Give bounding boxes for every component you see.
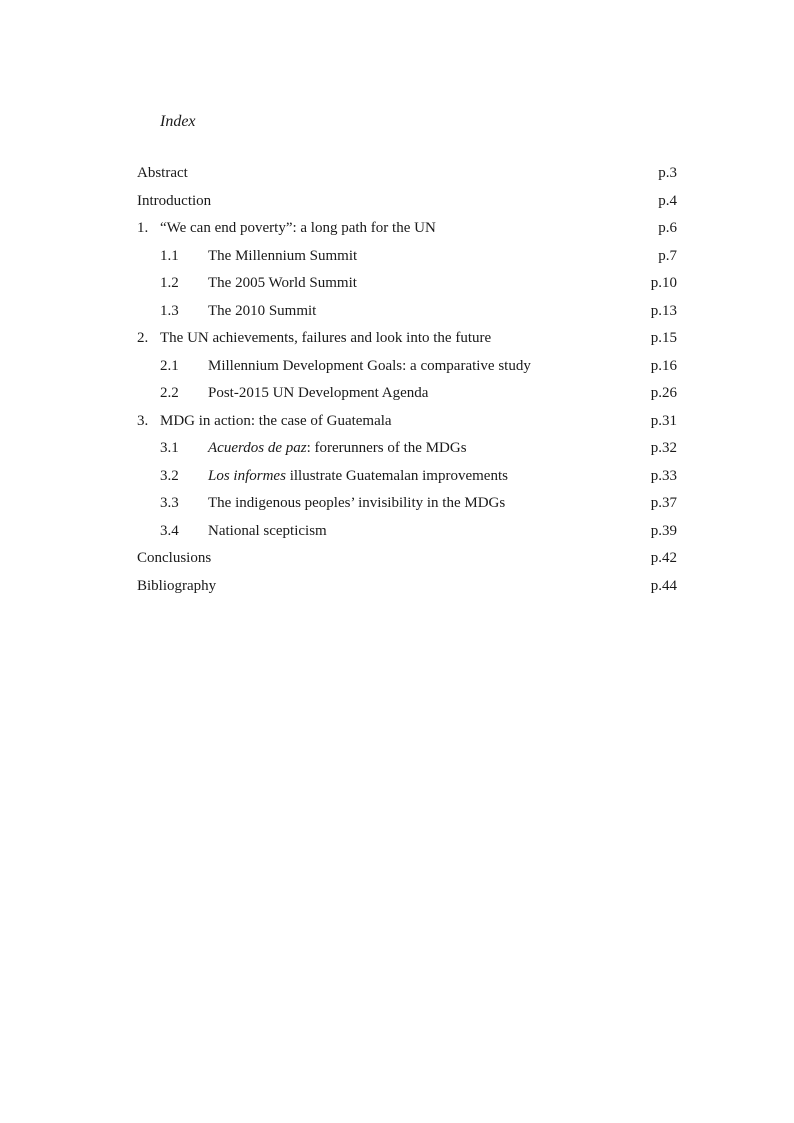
toc-entry-title: Bibliography (137, 577, 217, 594)
toc-entry (137, 521, 677, 549)
toc-entry (137, 438, 677, 466)
toc-entry (137, 576, 677, 604)
toc-entry-title: The UN achievements, failures and look into the future (160, 330, 492, 346)
toc-entry-page: p.4 (658, 192, 677, 209)
toc-entry (137, 246, 677, 274)
toc-entry-title: “We can end poverty”: a long path for the UN (160, 220, 436, 236)
toc-entry-title: MDG in action: the case of Guatemala (160, 412, 392, 429)
toc-entry-number: 3.4 (160, 522, 179, 539)
toc-entry-number: 1.1 (160, 247, 179, 264)
toc-entry (137, 273, 677, 301)
toc-entry-page: p.31 (650, 412, 677, 429)
toc-entry-title: Abstract (137, 165, 188, 181)
toc-entry-title: The indigenous peoples’ invisibility in the MDGs (208, 495, 506, 511)
toc-entry (137, 356, 677, 384)
toc-entry-title: The Millennium Summit (208, 247, 358, 264)
toc-entry-page: p.39 (650, 522, 677, 539)
toc-entry (137, 383, 677, 411)
toc-entry-page: p.3 (658, 165, 677, 181)
toc-entry-page: p.6 (658, 220, 677, 236)
toc-entry-title: Millennium Development Goals: a comparative study (208, 357, 531, 374)
toc-entry-number: 3.2 (160, 467, 179, 484)
toc-entry (137, 466, 677, 494)
toc-entry-page: p.26 (650, 385, 677, 401)
table-of-contents (137, 163, 677, 603)
toc-entry-title: Los informes illustrate Guatemalan improvements (208, 467, 508, 484)
toc-entry (137, 218, 677, 246)
toc-entry-title: National scepticism (208, 522, 327, 539)
toc-entry-page: p.7 (658, 247, 677, 264)
toc-entry (137, 411, 677, 439)
toc-entry-title: Acuerdos de paz: forerunners of the MDGs (208, 440, 467, 456)
toc-entry-page: p.32 (650, 440, 677, 456)
toc-entry (137, 328, 677, 356)
toc-entry (137, 163, 677, 191)
toc-entry (137, 493, 677, 521)
toc-entry-number: 2.2 (160, 385, 179, 401)
toc-entry-title: Post-2015 UN Development Agenda (208, 385, 429, 401)
toc-entry-title: The 2005 World Summit (208, 275, 357, 291)
toc-entry-page: p.37 (650, 495, 677, 511)
toc-entry-number: 2. (137, 330, 149, 346)
toc-entry-title: The 2010 Summit (208, 302, 317, 319)
toc-entry-number: 3.3 (160, 495, 179, 511)
toc-entry-number: 1. (137, 220, 149, 236)
toc-entry-page: p.44 (650, 577, 677, 594)
toc-entry (137, 191, 677, 219)
toc-entry-page: p.13 (650, 302, 677, 319)
toc-entry (137, 301, 677, 329)
toc-entry-title: Conclusions (137, 550, 212, 566)
toc-entry-number: 3.1 (160, 440, 179, 456)
toc-entry-number: 2.1 (160, 357, 179, 374)
toc-entry-number: 1.3 (160, 302, 179, 319)
page-title: Index (160, 113, 196, 130)
toc-entry-page: p.33 (650, 467, 677, 484)
toc-entry-number: 1.2 (160, 275, 179, 291)
toc-entry (137, 548, 677, 576)
toc-entry-page: p.42 (650, 550, 677, 566)
toc-entry-page: p.16 (650, 357, 677, 374)
toc-entry-number: 3. (137, 412, 149, 429)
toc-entry-page: p.15 (650, 330, 677, 346)
toc-entry-page: p.10 (650, 275, 677, 291)
toc-entry-title: Introduction (137, 192, 212, 209)
